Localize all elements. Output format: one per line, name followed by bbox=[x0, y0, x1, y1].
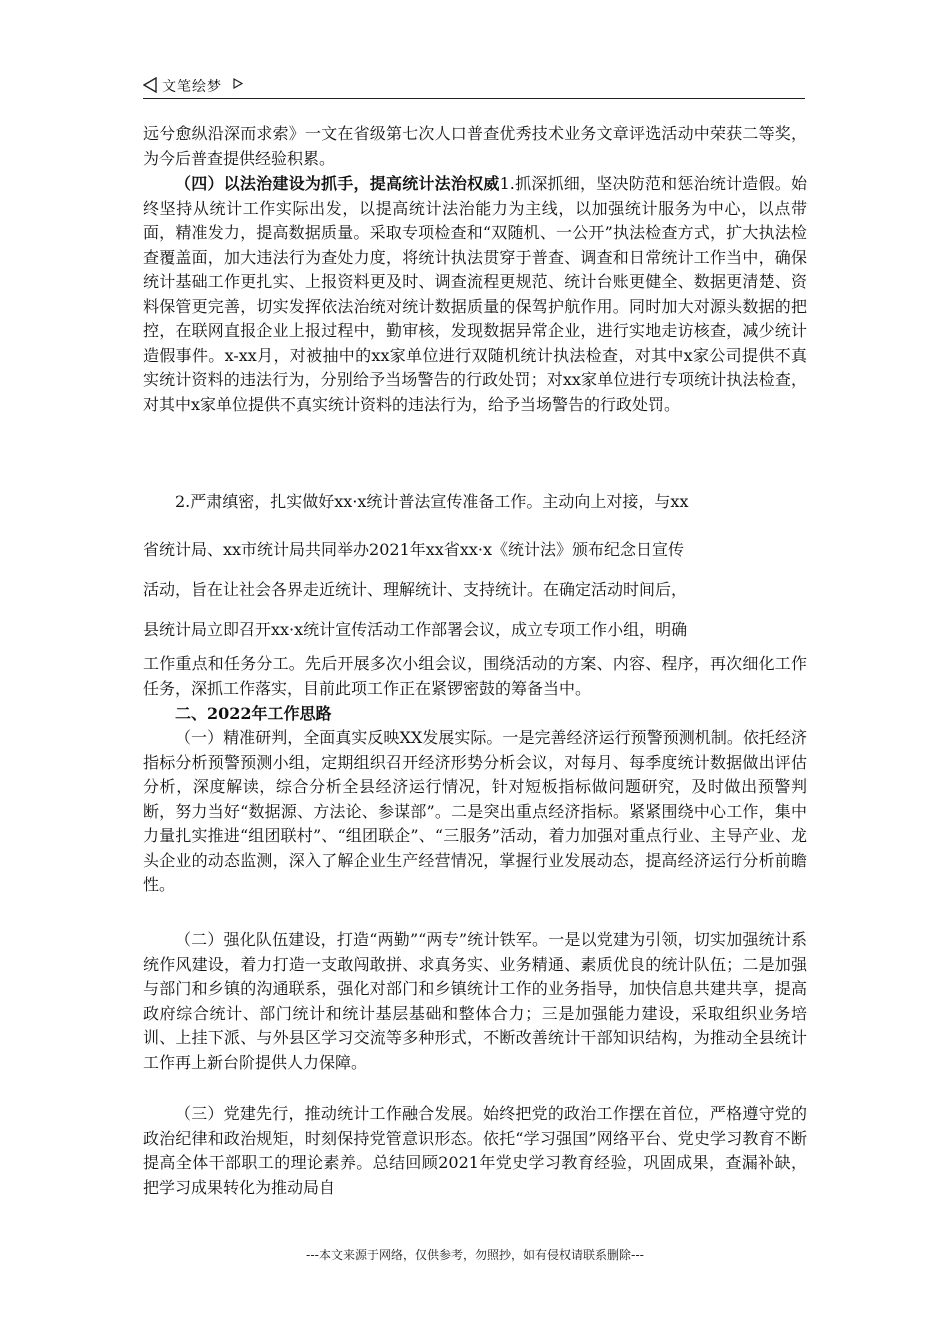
paragraph-publicity-line3: 活动，旨在让社会各界走近统计、理解统计、支持统计。在确定活动时间后， bbox=[143, 580, 688, 599]
paragraph-intro: 远兮愈纵沿深而求索》一文在省级第七次人口普查优秀技术业务文章评选活动中荣获二等奖，为今后普查提供经验积累。 bbox=[143, 124, 807, 168]
brand-name: 文笔绘梦 bbox=[162, 79, 222, 95]
right-triangle-icon bbox=[233, 78, 243, 89]
footer-notice: ---本文来源于网络，仅供参考，勿照抄，如有侵权请联系删除--- bbox=[306, 1248, 644, 1262]
paragraph-law bbox=[143, 172, 807, 417]
paragraph-publicity-line5: 工作重点和任务分工。先后开展多次小组会议，围绕活动的方案、内容、程序，再次细化工作任务，深抓工作落实，目前此项工作正在紧锣密鼓的筹备当中。 bbox=[143, 654, 807, 698]
section-title-2022: 二、2022年工作思路 bbox=[175, 704, 332, 723]
paragraph-party: （三）党建先行，推动统计工作融合发展。始终把党的政治工作摆在首位，严格遵守党的政治纪律和政治规矩，时刻保持党管意识形态。依托“学习强国”网络平台、党史学习教育不断提高全体干部职工的理论素养。总结回顾2021年党史学习教育经验，巩固成果，查漏补缺，把学习成果转化为推动局自 bbox=[143, 1104, 807, 1197]
paragraph-team: （二）强化队伍建设，打造“两勤”“两专”统计铁军。一是以党建为引领，切实加强统计系统作风建设，着力打造一支敢闯敢拼、求真务实、业务精通、素质优良的统计队伍；二是加强与部门和乡镇的沟通联系，强化对部门和乡镇统计工作的业务指导，加快信息共建共享，提高政府综合统计、部门统计和统计基层基础和整体合力；三是加强能力建设，采取组织业务培训、上挂下派、与外县区学习交流等多种形式，不断改善统计干部知识结构，为推动全县统计工作再上新台阶提供人力保障。 bbox=[143, 930, 807, 1072]
paragraph-law-body: 1.抓深抓细，坚决防范和惩治统计造假。始终坚持从统计工作实际出发，以提高统计法治能力为主线，以加强统计服务为中心，以点带面，精准发力，提高数据质量。采取专项检查和“双随机、一公开”执法检查方式，扩大执法检查覆盖面，加大违法行为查处力度，将统计执法贯穿于普查、调查和日常统计工作当中，确保统计基础工作更扎实、上报资料更及时、调查流程更规范、统计台账更健全、数据更清楚、资料保管更完善，切实发挥依法治统对统计数据质量的保驾护航作用。同时加大对源头数据的把控，在联网直报企业上报过程中，勤审核，发现数据异常企业，进行实地走访核查，减少统计造假事件。x-xx月，对被抽中的xx家单位进行双随机统计执法检查，对其中x家公司提供不真实统计资料的违法行为，分别给予当场警告的行政处罚；对xx家单位进行专项统计执法检查，对其中x家单位提供不真实统计资料的违法行为，给予当场警告的行政处罚。 bbox=[143, 174, 807, 414]
section-heading-4: （四）以法治建设为抓手，提高统计法治权威 bbox=[175, 174, 500, 193]
paragraph-publicity-line1: 2.严肃缜密，扎实做好xx·x统计普法宣传准备工作。主动向上对接，与xx bbox=[175, 492, 689, 511]
paragraph-publicity-line4: 县统计局立即召开xx·x统计宣传活动工作部署会议，成立专项工作小组，明确 bbox=[143, 620, 688, 639]
paragraph-research: （一）精准研判，全面真实反映XX发展实际。一是完善经济运行预警预测机制。依托经济指标分析预警预测小组，定期组织召开经济形势分析会议，对每月、每季度统计数据做出评估分析，深度解读，综合分析全县经济运行情况，针对短板指标做问题研究，及时做出预警判断，努力当好“数据源、方法论、参谋部”。二是突出重点经济指标。紧紧围绕中心工作，集中力量扎实推进“组团联村”、“组团联企”、“三服务”活动，着力加强对重点行业、主导产业、龙头企业的动态监测，深入了解企业生产经营情况，掌握行业发展动态，提高经济运行分析前瞻性。 bbox=[143, 728, 807, 894]
left-triangle-icon bbox=[143, 77, 157, 93]
page-header bbox=[143, 72, 805, 99]
paragraph-publicity-line2: 省统计局、xx市统计局共同举办2021年xx省xx·x《统计法》颁布纪念日宣传 bbox=[143, 540, 684, 559]
